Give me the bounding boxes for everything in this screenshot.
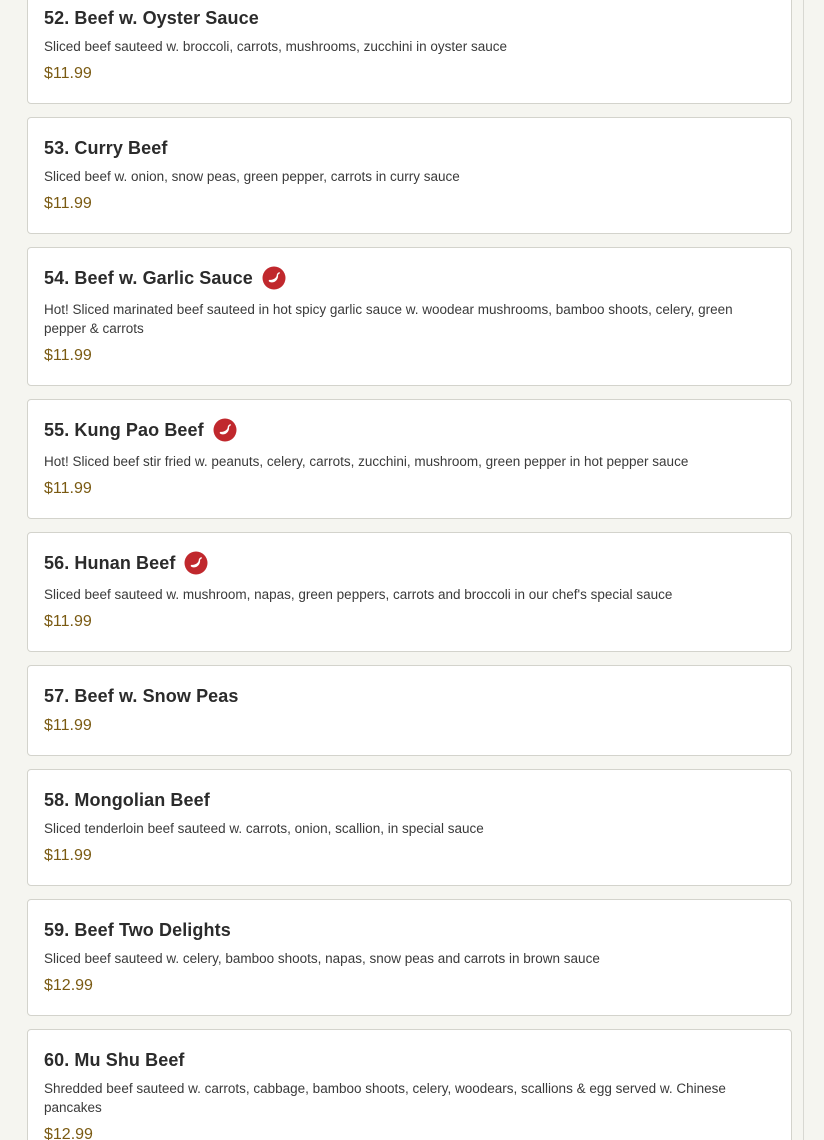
menu-item-card[interactable] bbox=[27, 247, 792, 386]
menu-item-header bbox=[44, 549, 775, 577]
menu-item-price: $11.99 bbox=[44, 347, 92, 364]
menu-item-header bbox=[44, 1046, 775, 1074]
menu-item-price: $12.99 bbox=[44, 1126, 93, 1140]
menu-item-price: $11.99 bbox=[44, 195, 92, 212]
menu-item-header bbox=[44, 416, 775, 444]
page-divider bbox=[803, 0, 804, 1140]
menu-item-description: Shredded beef sauteed w. carrots, cabbage, bamboo shoots, celery, woodears, scallions & egg served w. Chinese pancakes bbox=[44, 1081, 726, 1115]
menu-item-description: Sliced beef sauteed w. broccoli, carrots, mushrooms, zucchini in oyster sauce bbox=[44, 39, 507, 54]
menu-item-header bbox=[44, 786, 775, 814]
menu-item-card[interactable] bbox=[27, 899, 792, 1016]
menu-item-card[interactable] bbox=[27, 0, 792, 104]
menu-item-price: $12.99 bbox=[44, 977, 93, 994]
menu-item-price: $11.99 bbox=[44, 65, 92, 82]
menu-item-card[interactable] bbox=[27, 532, 792, 652]
menu-item-card[interactable] bbox=[27, 399, 792, 519]
menu-item-header bbox=[44, 916, 775, 944]
chili-pepper-icon bbox=[262, 266, 286, 290]
menu-item-card[interactable] bbox=[27, 665, 792, 756]
menu-item-card[interactable] bbox=[27, 117, 792, 234]
menu-item-header bbox=[44, 134, 775, 162]
menu-item-price: $11.99 bbox=[44, 480, 92, 497]
menu-item-description: Sliced tenderloin beef sauteed w. carrots, onion, scallion, in special sauce bbox=[44, 821, 484, 836]
menu-item-description: Sliced beef w. onion, snow peas, green pepper, carrots in curry sauce bbox=[44, 169, 460, 184]
menu-item-price: $11.99 bbox=[44, 717, 92, 734]
menu-item-description: Hot! Sliced marinated beef sauteed in hot spicy garlic sauce w. woodear mushrooms, bamboo shoots, celery, green pepper & carrots bbox=[44, 302, 733, 336]
menu-item-title: 53. Curry Beef bbox=[44, 137, 168, 158]
menu-item-title: 60. Mu Shu Beef bbox=[44, 1049, 185, 1070]
menu-item-card[interactable] bbox=[27, 1029, 792, 1140]
menu-item-title: 56. Hunan Beef bbox=[44, 552, 176, 573]
menu-item-card[interactable] bbox=[27, 769, 792, 886]
menu-item-description: Sliced beef sauteed w. celery, bamboo shoots, napas, snow peas and carrots in brown sauce bbox=[44, 951, 600, 966]
chili-pepper-icon bbox=[184, 551, 208, 575]
menu-item-list bbox=[27, 0, 792, 1140]
menu-item-price: $11.99 bbox=[44, 847, 92, 864]
menu-item-header bbox=[44, 264, 775, 292]
menu-item-title: 58. Mongolian Beef bbox=[44, 789, 210, 810]
menu-item-title: 57. Beef w. Snow Peas bbox=[44, 685, 239, 706]
menu-item-title: 54. Beef w. Garlic Sauce bbox=[44, 267, 253, 288]
menu-item-title: 52. Beef w. Oyster Sauce bbox=[44, 7, 259, 28]
menu-item-header bbox=[44, 682, 775, 710]
menu-item-title: 59. Beef Two Delights bbox=[44, 919, 231, 940]
menu-item-title: 55. Kung Pao Beef bbox=[44, 419, 204, 440]
menu-item-description: Sliced beef sauteed w. mushroom, napas, green peppers, carrots and broccoli in our chef's special sauce bbox=[44, 587, 673, 602]
menu-item-description: Hot! Sliced beef stir fried w. peanuts, celery, carrots, zucchini, mushroom, green pepper in hot pepper sauce bbox=[44, 454, 689, 469]
menu-item-header bbox=[44, 4, 775, 32]
chili-pepper-icon bbox=[213, 418, 237, 442]
menu-item-price: $11.99 bbox=[44, 613, 92, 630]
